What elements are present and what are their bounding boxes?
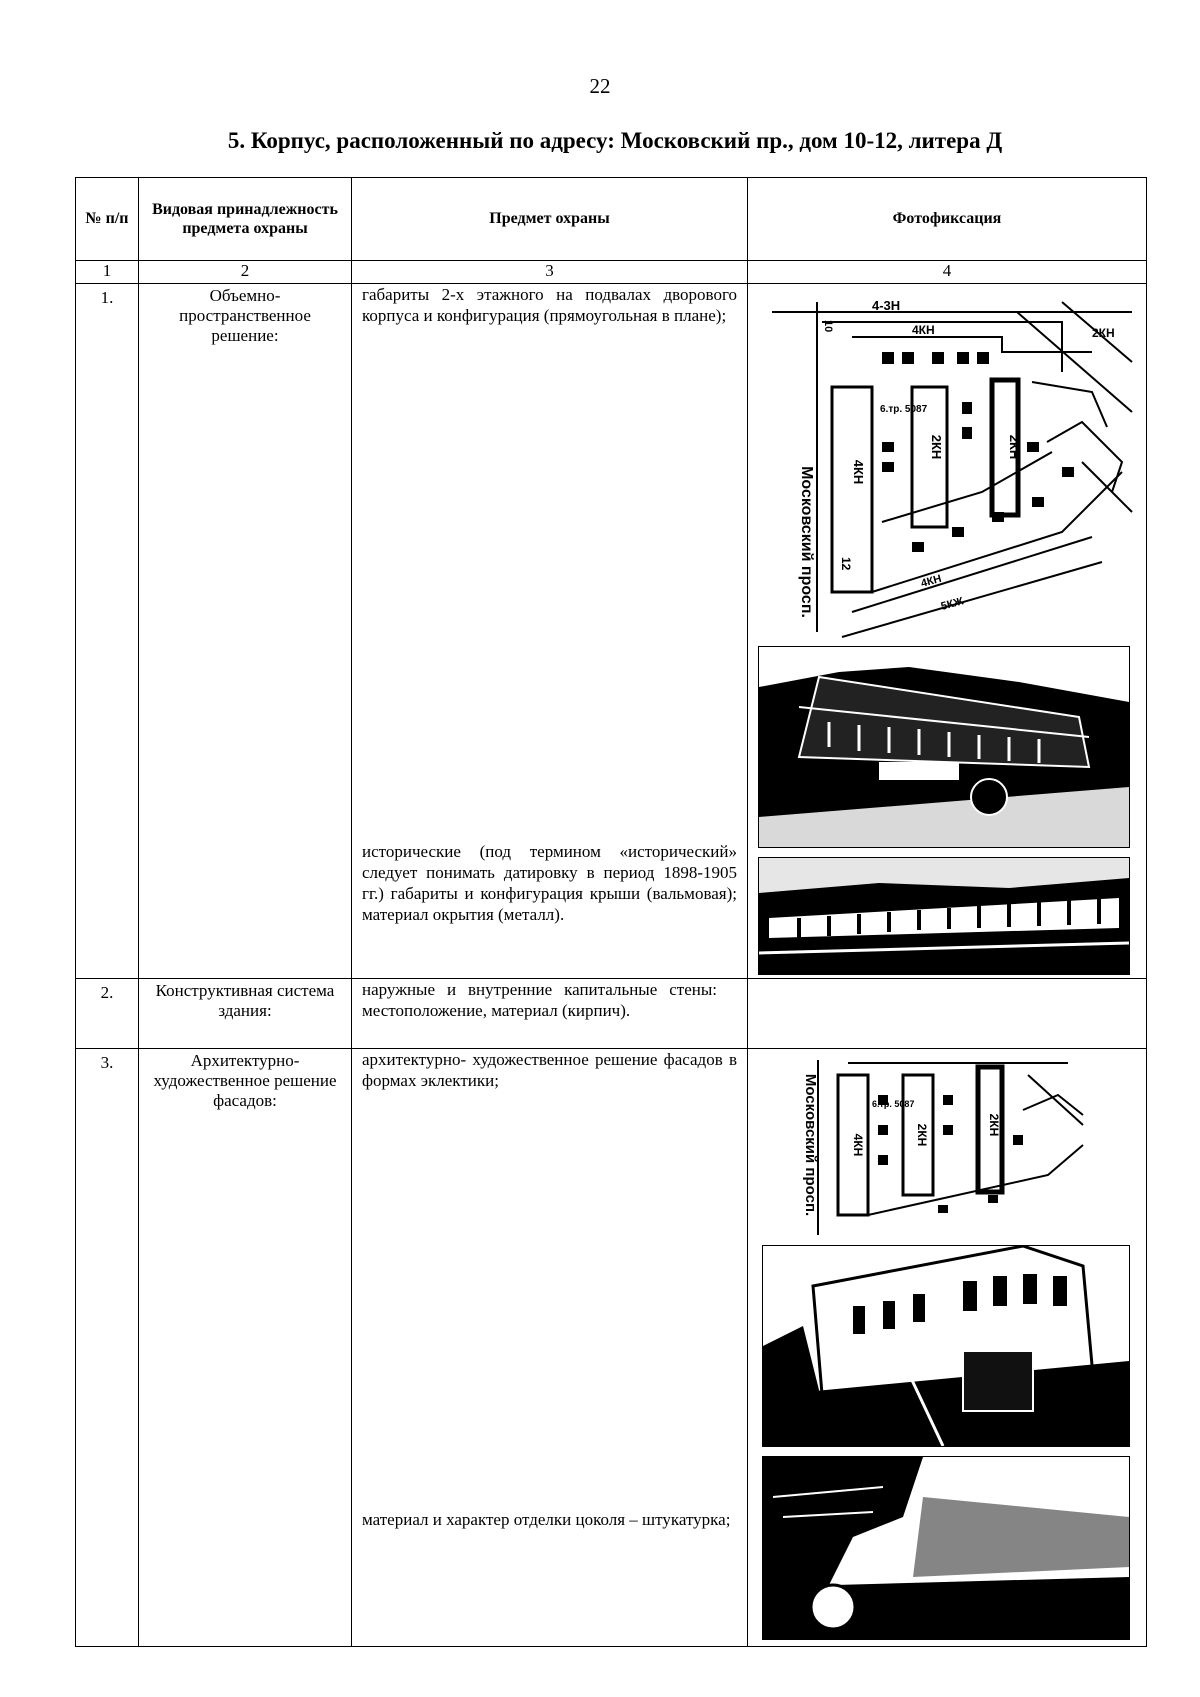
row-subject [352,1049,748,1647]
row-subject [352,979,748,1049]
subject-text: исторические (под термином «исторический» следует понимать датировку в период 1898-1905 гг.) габариты и конфигурация крыши (вальмовая); материал окрытия (металл). [362,842,737,925]
table-row [76,284,1147,979]
row-number: 1. [76,284,139,979]
row-kind: Конструктивная система здания: [139,979,352,1049]
subject-text: материал и характер отделки цоколя – штукатурка; [362,1510,731,1529]
building-photo [758,646,1130,848]
row-kind: Архитектурно-художественное решение фасадов: [139,1049,352,1647]
column-number-row [76,261,1147,284]
photo-cell [748,284,1147,979]
site-plan-map [762,292,1139,640]
header-kind: Видовая принадлежность предмета охраны [139,178,352,261]
map-block-label: 4-3Н [872,298,901,313]
roof-photo [758,857,1130,975]
row-number: 3. [76,1049,139,1647]
header-row [76,178,1147,261]
header-no: № п/п [76,178,139,261]
plinth-photo [762,1456,1130,1640]
map-target-label: 2КН [987,1113,1001,1137]
subject-text: габариты 2-х этажного на подвалах дворового корпуса и конфигурация (прямоугольная в плане); [362,285,737,326]
site-plan-map-detail [788,1055,1088,1237]
subject-text: архитектурно- художественное решение фасадов в формах эклектики; [362,1050,737,1091]
map-building-label: 2КН [915,1123,929,1147]
table-row [76,1049,1147,1647]
column-number: 4 [748,261,1147,284]
row-subject [352,284,748,979]
map-block-label: 4КН [919,572,943,590]
map-number-label: 10 [822,320,834,333]
map-street-label: Московский просп. [802,1073,819,1217]
column-number: 1 [76,261,139,284]
facade-photo [762,1245,1130,1447]
map-plot-label: 6.тр. 5087 [872,1099,915,1109]
map-building-label: 2КН [929,434,944,460]
table-row [76,979,1147,1049]
map-street-label: Московский просп. [798,466,815,618]
map-building-label: 4КН [851,459,866,485]
photo-cell [748,979,1147,1049]
header-photo: Фотофиксация [748,178,1147,261]
row-number: 2. [76,979,139,1049]
map-building-label: 4КН [851,1133,865,1157]
subject-text: наружные и внутренние капитальные стены: местоположение, материал (кирпич). [362,980,717,1021]
map-block-label: 4КН [912,323,935,337]
column-number: 3 [352,261,748,284]
protection-table [75,177,1147,1647]
header-subject: Предмет охраны [352,178,748,261]
map-number-label: 12 [839,557,853,571]
page-number: 22 [589,74,611,98]
row-kind: Объемно-пространственное решение: [139,284,352,979]
map-block-label: 2КН [1092,326,1115,340]
map-block-label: 5КЖ [939,595,965,613]
map-plot-label: 6.тр. 5087 [880,404,928,415]
column-number: 2 [139,261,352,284]
map-target-label: 2КН [1007,434,1022,460]
document-title: 5. Корпус, расположенный по адресу: Московский пр., дом 10-12, литера Д [227,128,1003,153]
photo-cell [748,1049,1147,1647]
